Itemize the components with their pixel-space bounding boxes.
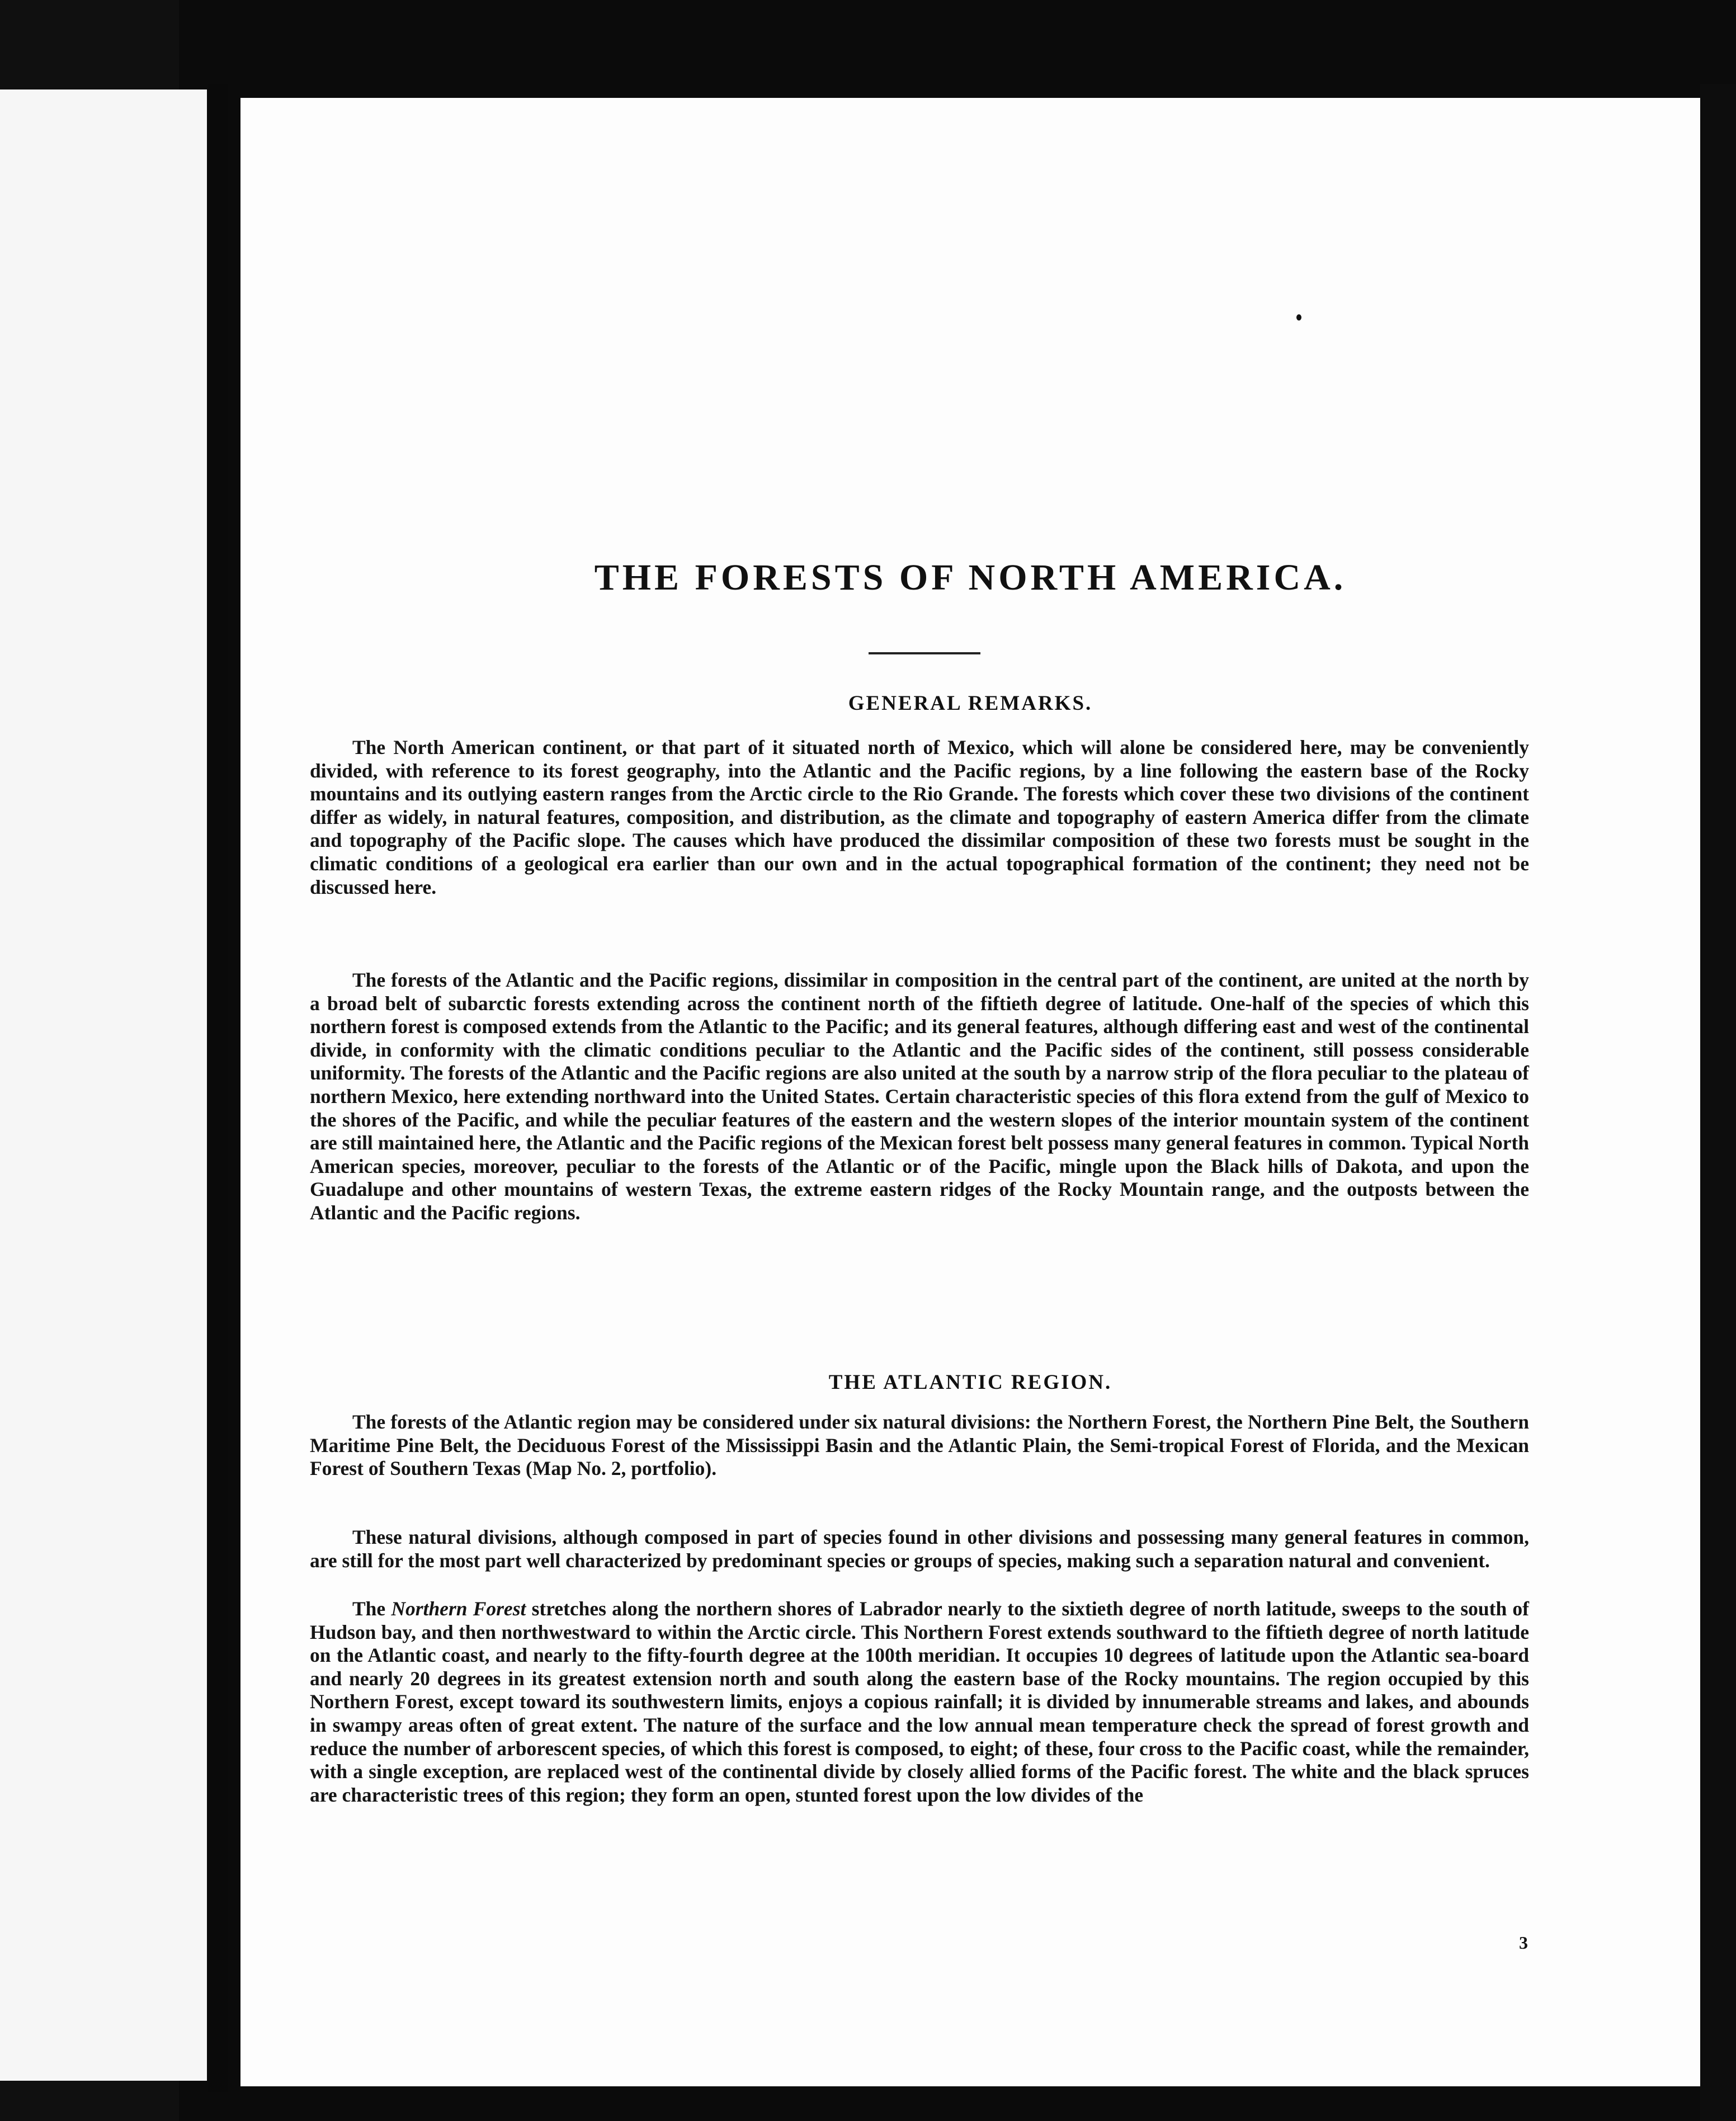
northern-forest-lead: The — [352, 1597, 391, 1620]
paragraph-general-remarks-1: The North American continent, or that part of it situated north of Mexico, which will alone be considered here, may be conveniently divided, with reference to its forest geography, into the Atlantic and the Pacific regions, by a line following the eastern base of the Rocky mountains and its outlying eastern ranges from the Arctic circle to the Rio Grande. The forests which cover these two divisions of the continent differ as widely, in natural features, composition, and distribution, as the climate and topography of eastern America differ from the climate and topography of the Pacific slope. The causes which have produced the dissimilar composition of these two forests must be sought in the climatic conditions of a geological era earlier than our own and in the actual topographical formation of the continent; they need not be discussed here. — [310, 736, 1529, 898]
paragraph-general-remarks-2: The forests of the Atlantic and the Pacific regions, dissimilar in composition in the central part of the continent, are united at the north by a broad belt of subarctic forests extending across the continent north of the fiftieth degree of latitude. One-half of the species of which this northern forest is composed extends from the Atlantic to the Pacific; and its general features, although differing east and west of the continental divide, in conformity with the climatic conditions peculiar to the Atlantic and the Pacific sides of the continent, still possess considerable uniformity. The forests of the Atlantic and the Pacific regions are also united at the south by a narrow strip of the flora peculiar to the plateau of northern Mexico, here extending northward into the United States. Certain characteristic species of this flora extend from the gulf of Mexico to the shores of the Pacific, and while the peculiar features of the eastern and the western slopes of the interior mountain system of the continent are still maintained here, the Atlantic and the Pacific regions of the Mexican forest belt possess many general features in common. Typical North American species, moreover, peculiar to the forests of the Atlantic or of the Pacific, mingle upon the Black hills of Dakota, and upon the Guadalupe and other mountains of western Texas, the extreme eastern ridges of the Rocky Mountain range, and the outposts between the Atlantic and the Pacific regions. — [310, 969, 1529, 1224]
section-heading-atlantic-region: THE ATLANTIC REGION. — [828, 1371, 1112, 1394]
facing-page-edge — [0, 89, 207, 2081]
paragraph-atlantic-1: The forests of the Atlantic region may be considered under six natural divisions: the Northern Forest, the Northern Pine Belt, the Southern Maritime Pine Belt, the Deciduous Forest of the Mississippi Basin and the Atlantic Plain, the Semi-tropical Forest of Florida, and the Mexican Forest of Southern Texas (Map No. 2, portfolio). — [310, 1411, 1529, 1480]
ink-speck — [1296, 314, 1301, 320]
paragraph-northern-forest — [310, 1597, 1529, 1807]
paragraph-atlantic-2: These natural divisions, although composed in part of species found in other divisions and possessing many general features in common, are still for the most part well characterized by predominant species or groups of species, making such a separation natural and convenient. — [310, 1526, 1529, 1572]
section-heading-general-remarks: GENERAL REMARKS. — [848, 692, 1093, 715]
page-title: THE FORESTS OF NORTH AMERICA. — [594, 557, 1347, 598]
northern-forest-term: Northern Forest — [391, 1597, 526, 1620]
scan-right-edge — [1700, 84, 1736, 2121]
northern-forest-body: stretches along the northern shores of Labrador nearly to the sixtieth degree of north latitude, sweeps to the south of Hudson bay, and then northwestward to within the Arctic circle. This Northern Forest extends southward to the fiftieth degree of north latitude on the Atlantic coast, and nearly to the fifty-fourth degree at the 100th meridian. It occupies 10 degrees of latitude upon the Atlantic sea-board and nearly 20 degrees in its greatest extension north and south along the eastern base of the Rocky mountains. The region occupied by this Northern Forest, except toward its southwestern limits, enjoys a copious rainfall; it is divided by innumerable streams and lakes, and abounds in swampy areas often of great extent. The nature of the surface and the low annual mean temperature check the spread of forest growth and reduce the number of arborescent species, of which this forest is composed, to eight; of these, four cross to the Pacific coast, while the remainder, with a single exception, are replaced west of the continental divide by closely allied forms of the Pacific forest. The white and the black spruces are characteristic trees of this region; they form an open, stunted forest upon the low divides of the — [310, 1597, 1529, 1806]
page-number: 3 — [1519, 1933, 1528, 1953]
book-gutter — [208, 84, 228, 2092]
title-rule — [869, 652, 980, 654]
